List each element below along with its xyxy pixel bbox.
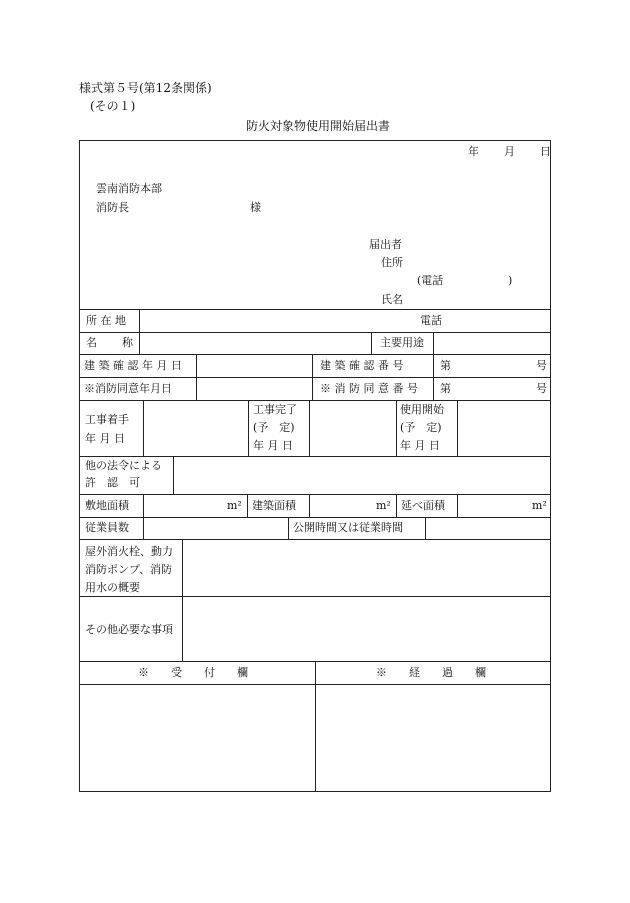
work-end-date-label: 年 月 日 (253, 439, 293, 452)
work-start-label: 工事着手 (85, 413, 129, 426)
row-divider (80, 354, 550, 355)
progress-column-header: ※ 経 過 欄 (376, 666, 486, 679)
other-matters-label: その他必要な事項 (85, 623, 173, 636)
row-divider (80, 456, 550, 457)
work-end-label: 工事完了 (253, 403, 297, 416)
col-divider (248, 400, 249, 456)
employees-label: 従業員数 (85, 521, 129, 534)
col-divider (312, 354, 313, 400)
building-area-unit: m² (376, 499, 391, 512)
date-day-label: 日 (540, 145, 551, 158)
col-divider (247, 494, 248, 517)
col-divider (457, 400, 458, 456)
work-end-planned-label: (予 定) (253, 421, 295, 434)
work-start-date-label: 年 月 日 (85, 432, 125, 445)
building-area-label: 建築面積 (252, 499, 296, 512)
col-divider (433, 332, 434, 354)
row-divider (80, 309, 550, 310)
row-divider (80, 539, 550, 540)
use-start-planned-label: (予 定) (400, 421, 442, 434)
addressee-title: 消防長 (96, 201, 129, 214)
row-divider (80, 332, 550, 333)
notifier-label: 届出者 (369, 238, 402, 251)
fire-consent-date-label: ※消防同意年月日 (84, 382, 172, 395)
location-label: 所 在 地 (86, 314, 126, 327)
use-start-date-label: 年 月 日 (400, 439, 440, 452)
name-label: 氏名 (381, 293, 403, 306)
phone-close-label: ) (508, 274, 513, 287)
col-divider (143, 494, 144, 517)
col-divider (139, 309, 140, 332)
name-label-part2: 称 (122, 336, 133, 349)
fire-consent-dai: 第 (440, 382, 451, 395)
form-number: 様式第５号(第12条関係) (79, 81, 212, 95)
row-divider (80, 377, 550, 378)
col-divider (425, 517, 426, 539)
col-divider (139, 332, 140, 354)
site-area-unit: m² (227, 499, 242, 512)
build-confirm-gou: 号 (536, 359, 547, 372)
col-divider (309, 494, 310, 517)
build-confirm-dai: 第 (440, 359, 451, 372)
col-divider (288, 517, 289, 539)
addressee-org: 雲南消防本部 (96, 182, 162, 195)
col-divider (396, 494, 397, 517)
row-divider (80, 400, 550, 401)
other-law-permit-label: 許 認 可 (85, 476, 140, 489)
address-label: 住所 (381, 256, 403, 269)
build-confirm-no-label: 建 築 確 認 番 号 (320, 359, 404, 372)
other-law-label: 他の法令による (85, 459, 162, 472)
hours-label: 公開時間又は従業時間 (293, 521, 403, 534)
date-month-label: 月 (504, 145, 515, 158)
fire-consent-gou: 号 (536, 382, 547, 395)
form-title: 防火対象物使用開始届出書 (246, 119, 391, 133)
honorific: 様 (250, 201, 261, 214)
phone-open-label: (電話 (417, 274, 444, 287)
row-divider (80, 596, 550, 597)
col-divider (457, 494, 458, 517)
col-divider (143, 400, 144, 456)
name-label-part1: 名 (86, 336, 97, 349)
row-divider (80, 517, 550, 518)
floor-area-unit: m² (532, 499, 547, 512)
col-divider (433, 354, 434, 400)
location-phone-label: 電話 (420, 314, 442, 327)
date-year-label: 年 (468, 145, 479, 158)
col-divider (182, 539, 183, 661)
hydrant-label-line2: 消防ポンプ、消防 (85, 563, 173, 576)
notification-form-table (79, 140, 551, 792)
site-area-label: 敷地面積 (85, 499, 129, 512)
col-divider (315, 661, 316, 791)
build-confirm-date-label: 建 築 確 認 年 月 日 (84, 359, 182, 372)
hydrant-label-line3: 用水の概要 (85, 581, 140, 594)
hydrant-label-line1: 屋外消火栓、動力 (85, 545, 173, 558)
col-divider (143, 517, 144, 539)
col-divider (371, 332, 372, 354)
fire-consent-no-label: ※ 消 防 同 意 番 号 (320, 382, 418, 395)
main-use-label: 主要用途 (380, 336, 424, 349)
form-sub-number: (その１) (90, 99, 136, 113)
col-divider (309, 400, 310, 456)
reception-column-header: ※ 受 付 欄 (138, 666, 248, 679)
col-divider (196, 354, 197, 400)
col-divider (173, 456, 174, 494)
col-divider (396, 400, 397, 456)
row-divider (80, 494, 550, 495)
floor-area-label: 延べ面積 (401, 499, 445, 512)
use-start-label: 使用開始 (400, 403, 444, 416)
